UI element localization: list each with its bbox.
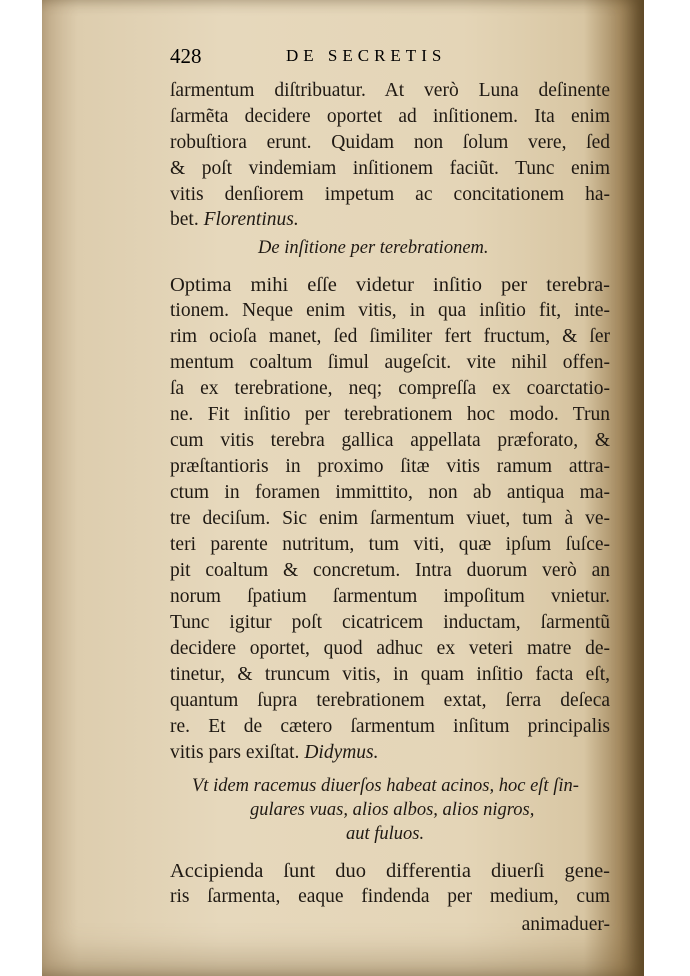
text-line: pit coaltum & concretum. Intra duorum verò an: [170, 560, 610, 581]
text-line: & poſt vindemiam inſitionem faciũt. Tunc enim: [170, 158, 610, 179]
text-line: cum vitis terebra gallica appellata præforato, &: [170, 430, 610, 451]
text-line: ſa ex terebratione, neq; compreſſa ex coarctatio-: [170, 378, 610, 399]
text-line: ris ſarmenta, eaque findenda per medium, cum: [170, 886, 610, 907]
text-line: tinetur, & truncum vitis, in quam inſitio facta eſt,: [170, 664, 610, 685]
text-line: decidere oportet, quod adhuc ex veteri matre de-: [170, 638, 610, 659]
text-line: norum ſpatium ſarmentum impoſitum vnietur.: [170, 586, 610, 607]
text-line: ſarmentum diſtribuatur. At verò Luna deſinente: [170, 80, 610, 101]
text-line: præſtantioris in proximo ſitæ vitis ramum attra-: [170, 456, 610, 477]
line-text: bet.: [170, 209, 199, 230]
text-line: ne. Fit inſitio per terebrationem hoc modo. Trun: [170, 404, 610, 425]
running-title: DE SECRETIS: [286, 46, 447, 65]
text-line: ctum in foramen immittito, non ab antiqua ma-: [170, 482, 610, 503]
text-line: tre deciſum. Sic enim ſarmentum viuet, tum à ve-: [170, 508, 610, 529]
text-line: re. Et de cætero ſarmentum inſitum principalis: [170, 716, 610, 737]
text-line: Tunc igitur poſt cicatricem inductam, ſarmentũ: [170, 612, 610, 633]
text-line: vitis denſiorem impetum ac concitationem ha-: [170, 184, 610, 205]
text-line: quantum ſupra terebrationem extat, ſerra deſeca: [170, 690, 610, 711]
catchword: animaduer-: [521, 914, 610, 935]
section-heading-line: aut fuluos.: [346, 824, 425, 844]
section-heading: De inſitione per terebrationem.: [258, 238, 489, 258]
author-citation: Florentinus.: [203, 209, 299, 230]
page-number: 428: [170, 44, 202, 68]
section-heading-line: gulares vuas, alios albos, alios nigros,: [250, 800, 535, 820]
text-line-end: [170, 740, 610, 766]
text-line: rim ocioſa manet, ſed ſimiliter fert fructum, & ſer: [170, 326, 610, 347]
text-line: ſarmẽta decidere oportet ad inſitionem. Ita enim: [170, 106, 610, 127]
text-line: mentum coaltum ſimul augeſcit. vite nihil offen-: [170, 352, 610, 373]
section-heading-line: Vt idem racemus diuerſos habeat acinos, hoc eſt ſin-: [192, 776, 579, 796]
text-line: robuſtiora erunt. Quidam non ſolum vere, ſed: [170, 132, 610, 153]
text-line-end: [170, 207, 610, 233]
page-header: [170, 44, 618, 74]
text-line: tionem. Neque enim vitis, in qua inſitio fit, inte-: [170, 300, 610, 321]
text-line: teri parente nutritum, tum viti, quæ ipſum ſuſce-: [170, 534, 610, 555]
line-text: vitis pars exiſtat.: [170, 742, 300, 763]
author-citation: Didymus.: [304, 742, 379, 763]
text-line: Accipienda ſunt duo differentia diuerſi gene-: [170, 860, 610, 882]
text-line: Optima mihi eſſe videtur inſitio per terebra-: [170, 274, 610, 296]
